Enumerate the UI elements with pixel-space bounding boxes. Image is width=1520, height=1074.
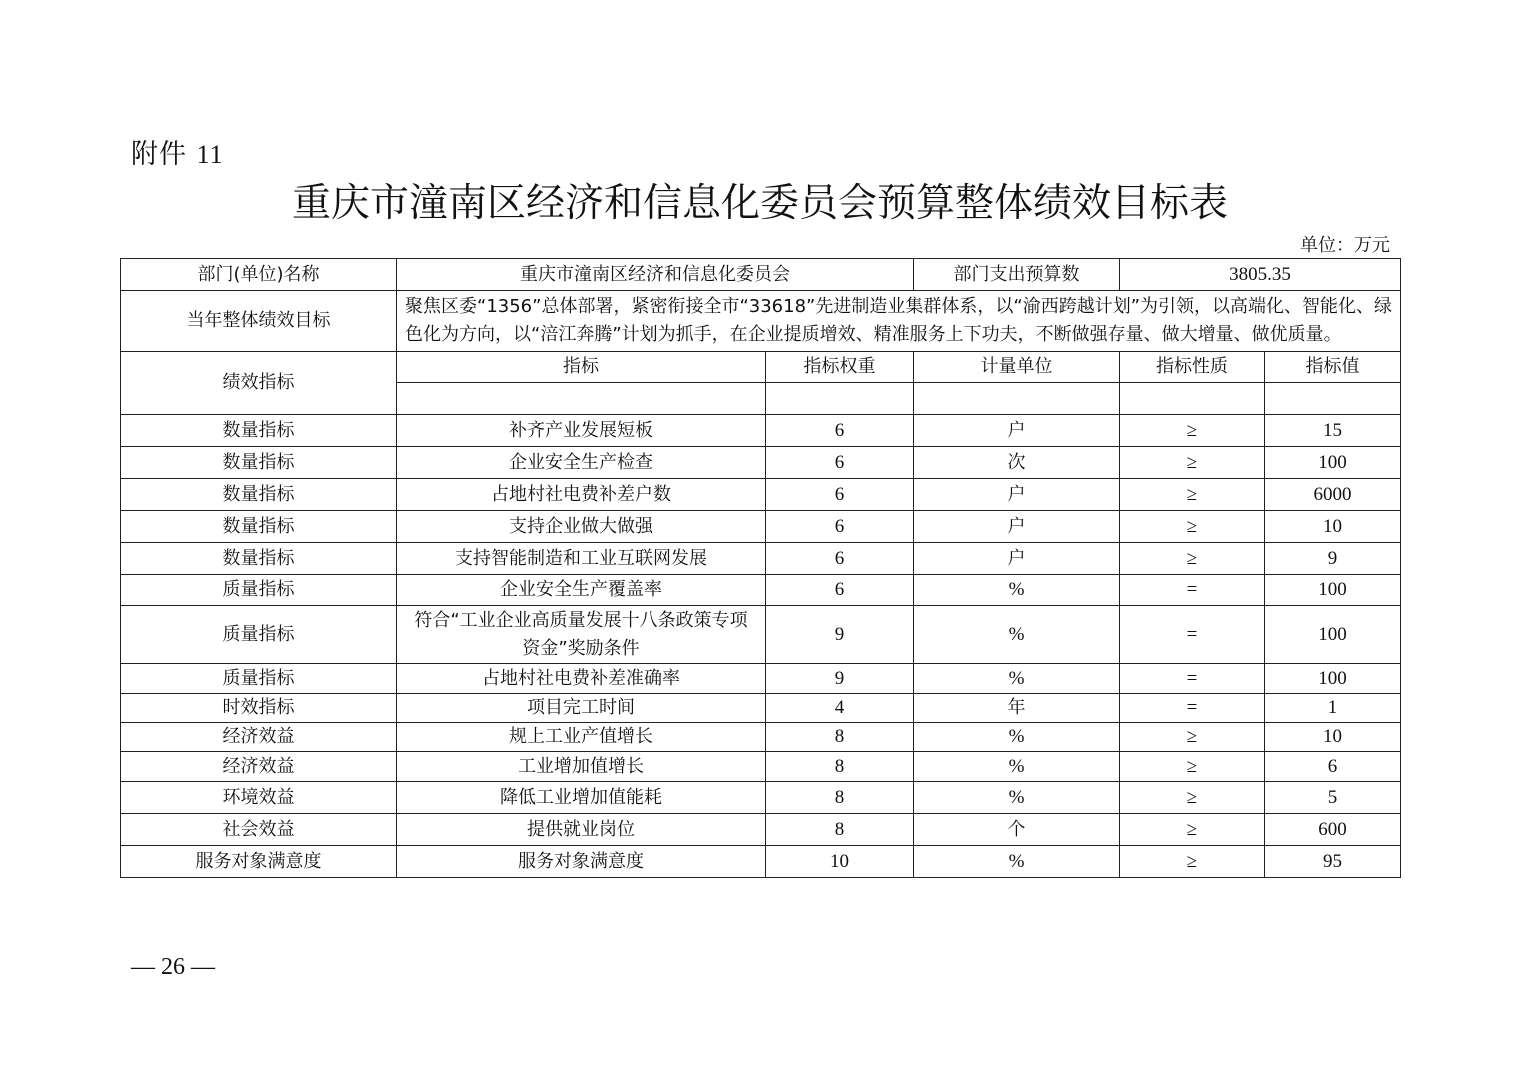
col-indicator: 指标: [397, 352, 766, 383]
header-row-goal: [121, 291, 1401, 352]
category-cell: 数量指标: [121, 543, 397, 575]
nature-cell: ≥: [1120, 846, 1265, 878]
value-cell: 1: [1265, 694, 1401, 723]
category-cell: 数量指标: [121, 479, 397, 511]
category-cell: 数量指标: [121, 447, 397, 479]
nature-cell: =: [1120, 694, 1265, 723]
indicator-cell: 补齐产业发展短板: [397, 415, 766, 447]
value-cell: 10: [1265, 511, 1401, 543]
unit-cell: %: [914, 846, 1120, 878]
goal-text: 聚焦区委“1356”总体部署，紧密衔接全市“33618”先进制造业集群体系，以“渝西跨越计划”为引领，以高端化、智能化、绿色化为方向，以“涪江奔腾”计划为抓手，在企业提质增效、精准服务上下功夫，不断做强存量、做大增量、做优质量。: [397, 291, 1401, 352]
indicator-cell: 支持智能制造和工业互联网发展: [397, 543, 766, 575]
column-header-row: [121, 352, 1401, 383]
category-cell: 数量指标: [121, 511, 397, 543]
weight-cell: 6: [766, 511, 914, 543]
category-cell: 社会效益: [121, 814, 397, 846]
table-row: [121, 606, 1401, 664]
value-cell: 100: [1265, 575, 1401, 606]
col-value: 指标值: [1265, 352, 1401, 383]
unit-cell: 年: [914, 694, 1120, 723]
weight-cell: 10: [766, 846, 914, 878]
col-nature: 指标性质: [1120, 352, 1265, 383]
table-row: [121, 723, 1401, 752]
col-unit: 计量单位: [914, 352, 1120, 383]
unit-cell: 户: [914, 543, 1120, 575]
table-row: [121, 511, 1401, 543]
indicator-cell: 占地村社电费补差户数: [397, 479, 766, 511]
indicator-cell: 工业增加值增长: [397, 752, 766, 782]
indicator-cell: 项目完工时间: [397, 694, 766, 723]
table-row: [121, 782, 1401, 814]
perf-label: 绩效指标: [121, 352, 397, 415]
indicator-cell: 降低工业增加值能耗: [397, 782, 766, 814]
weight-cell: 4: [766, 694, 914, 723]
weight-cell: 9: [766, 606, 914, 664]
dept-name: 重庆市潼南区经济和信息化委员会: [397, 259, 914, 291]
nature-cell: ≥: [1120, 723, 1265, 752]
table-row: [121, 479, 1401, 511]
page-number: — 26 —: [131, 954, 215, 980]
indicator-cell: 提供就业岗位: [397, 814, 766, 846]
nature-cell: ≥: [1120, 543, 1265, 575]
page-title: 重庆市潼南区经济和信息化委员会预算整体绩效目标表: [291, 181, 1228, 226]
table-row: [121, 664, 1401, 694]
unit-cell: 次: [914, 447, 1120, 479]
table-row: [121, 694, 1401, 723]
table-row: [121, 543, 1401, 575]
table-row: [121, 814, 1401, 846]
attachment-text: 附件: [131, 139, 187, 170]
nature-cell: ≥: [1120, 511, 1265, 543]
value-cell: 600: [1265, 814, 1401, 846]
weight-cell: 8: [766, 752, 914, 782]
weight-cell: 6: [766, 543, 914, 575]
goal-label: 当年整体绩效目标: [121, 291, 397, 352]
unit-cell: 户: [914, 479, 1120, 511]
category-cell: 经济效益: [121, 723, 397, 752]
nature-cell: ≥: [1120, 447, 1265, 479]
weight-cell: 8: [766, 723, 914, 752]
weight-cell: 8: [766, 814, 914, 846]
unit-cell: %: [914, 782, 1120, 814]
table-row: [121, 752, 1401, 782]
nature-cell: =: [1120, 606, 1265, 664]
value-cell: 5: [1265, 782, 1401, 814]
value-cell: 100: [1265, 664, 1401, 694]
indicator-cell: 企业安全生产覆盖率: [397, 575, 766, 606]
weight-cell: 6: [766, 415, 914, 447]
nature-cell: ≥: [1120, 782, 1265, 814]
indicator-cell: 支持企业做大做强: [397, 511, 766, 543]
blank-cell: [397, 383, 766, 415]
category-cell: 服务对象满意度: [121, 846, 397, 878]
indicator-cell: 占地村社电费补差准确率: [397, 664, 766, 694]
category-cell: 时效指标: [121, 694, 397, 723]
nature-cell: =: [1120, 664, 1265, 694]
dept-label: 部门(单位)名称: [121, 259, 397, 291]
table-row: [121, 415, 1401, 447]
value-cell: 95: [1265, 846, 1401, 878]
budget-value: 3805.35: [1120, 259, 1401, 291]
value-cell: 6000: [1265, 479, 1401, 511]
nature-cell: ≥: [1120, 415, 1265, 447]
unit-cell: 个: [914, 814, 1120, 846]
indicator-cell: 符合“工业企业高质量发展十八条政策专项资金”奖励条件: [397, 606, 766, 664]
table-row: [121, 575, 1401, 606]
category-cell: 质量指标: [121, 575, 397, 606]
unit-cell: 户: [914, 511, 1120, 543]
header-row-dept: [121, 259, 1401, 291]
unit-cell: %: [914, 664, 1120, 694]
value-cell: 6: [1265, 752, 1401, 782]
attachment-number: 11: [196, 140, 224, 169]
category-cell: 数量指标: [121, 415, 397, 447]
value-cell: 15: [1265, 415, 1401, 447]
nature-cell: ≥: [1120, 752, 1265, 782]
value-cell: 9: [1265, 543, 1401, 575]
weight-cell: 6: [766, 575, 914, 606]
attachment-label: [131, 132, 224, 171]
unit-cell: %: [914, 606, 1120, 664]
indicator-cell: 企业安全生产检查: [397, 447, 766, 479]
category-cell: 环境效益: [121, 782, 397, 814]
unit-cell: %: [914, 752, 1120, 782]
weight-cell: 6: [766, 479, 914, 511]
unit-label: 单位：万元: [1300, 235, 1390, 256]
unit-cell: %: [914, 575, 1120, 606]
performance-table: [120, 258, 1401, 878]
table-row: [121, 846, 1401, 878]
col-weight: 指标权重: [766, 352, 914, 383]
category-cell: 经济效益: [121, 752, 397, 782]
weight-cell: 9: [766, 664, 914, 694]
indicator-cell: 规上工业产值增长: [397, 723, 766, 752]
category-cell: 质量指标: [121, 606, 397, 664]
value-cell: 100: [1265, 447, 1401, 479]
blank-cell: [1265, 383, 1401, 415]
weight-cell: 6: [766, 447, 914, 479]
blank-cell: [914, 383, 1120, 415]
budget-label: 部门支出预算数: [914, 259, 1120, 291]
nature-cell: =: [1120, 575, 1265, 606]
indicator-cell: 服务对象满意度: [397, 846, 766, 878]
table-row: [121, 447, 1401, 479]
unit-cell: %: [914, 723, 1120, 752]
value-cell: 10: [1265, 723, 1401, 752]
blank-cell: [1120, 383, 1265, 415]
nature-cell: ≥: [1120, 814, 1265, 846]
blank-cell: [766, 383, 914, 415]
value-cell: 100: [1265, 606, 1401, 664]
weight-cell: 8: [766, 782, 914, 814]
unit-cell: 户: [914, 415, 1120, 447]
nature-cell: ≥: [1120, 479, 1265, 511]
category-cell: 质量指标: [121, 664, 397, 694]
